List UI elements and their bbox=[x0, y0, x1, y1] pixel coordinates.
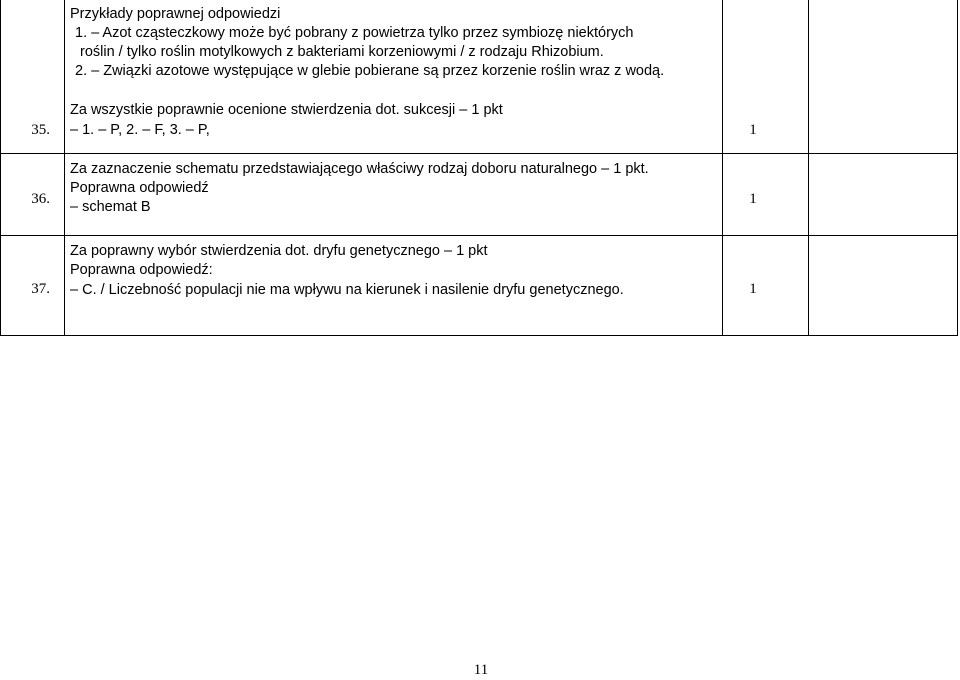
table-border-left bbox=[0, 0, 1, 336]
points-value: 1 bbox=[749, 191, 757, 207]
correct-answer: – C. / Liczebność populacji nie ma wpływu na kierunek i nasilenie dryfu genetycznego. bbox=[70, 282, 624, 298]
column-divider-points bbox=[722, 0, 723, 336]
page-number: 11 bbox=[473, 662, 489, 678]
table-border-right bbox=[957, 0, 958, 336]
answer-line: 2. – Związki azotowe występujące w glebie pobierane są przez korzenie roślin wraz z wodą. bbox=[75, 63, 665, 79]
column-divider-number bbox=[64, 0, 65, 336]
correct-answer: – 1. – P, 2. – F, 3. – P, bbox=[70, 122, 210, 138]
task-number: 35. bbox=[31, 122, 50, 138]
points-value: 1 bbox=[749, 122, 757, 138]
answer-line: 1. – Azot cząsteczkowy może być pobrany z powietrza tylko przez symbiozę niektórych bbox=[75, 25, 634, 41]
answer-line: roślin / tylko roślin motylkowych z bakteriami korzeniowymi / z rodzaju Rhizobium. bbox=[80, 44, 604, 60]
row-divider bbox=[0, 235, 958, 236]
table-border-bottom bbox=[0, 335, 958, 336]
answer-label: Poprawna odpowiedź: bbox=[70, 262, 213, 278]
scoring-rule: Za wszystkie poprawnie ocenione stwierdzenia dot. sukcesji – 1 pkt bbox=[70, 102, 503, 118]
correct-answer: – schemat B bbox=[70, 199, 151, 215]
scoring-rule: Za poprawny wybór stwierdzenia dot. dryfu genetycznego – 1 pkt bbox=[70, 243, 488, 259]
column-divider-notes bbox=[808, 0, 809, 336]
task-number: 37. bbox=[31, 281, 50, 297]
task-number: 36. bbox=[31, 191, 50, 207]
answer-label: Poprawna odpowiedź bbox=[70, 180, 209, 196]
points-value: 1 bbox=[749, 281, 757, 297]
answer-heading: Przykłady poprawnej odpowiedzi bbox=[70, 6, 281, 22]
row-divider bbox=[0, 153, 958, 154]
scoring-rule: Za zaznaczenie schematu przedstawiającego właściwy rodzaj doboru naturalnego – 1 pkt. bbox=[70, 161, 649, 177]
